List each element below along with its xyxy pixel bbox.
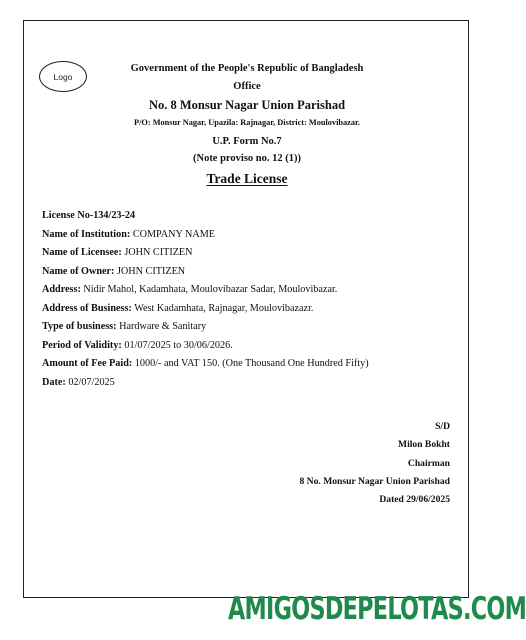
field-value: COMPANY NAME xyxy=(130,228,216,240)
field-label: Address: xyxy=(42,284,81,295)
field-institution xyxy=(42,229,462,248)
field-label: Address of Business: xyxy=(42,302,132,314)
field-label: Date: xyxy=(42,376,66,388)
signatory-office: 8 No. Monsur Nagar Union Parishad xyxy=(299,475,450,487)
license-document xyxy=(23,20,469,598)
watermark: AMIGOSDEPELOTAS.COM xyxy=(228,591,526,627)
field-label: Period of Validity: xyxy=(42,339,122,351)
field-value: Nidir Mahol, Kadamhata, Moulovibazar Sadar, Moulovibazar. xyxy=(80,284,338,295)
union-parishad-heading: No. 8 Monsur Nagar Union Parishad xyxy=(148,98,346,112)
form-number: U.P. Form No.7 xyxy=(212,136,282,147)
proviso-note: (Note proviso no. 12 (1)) xyxy=(192,153,301,164)
field-licensee xyxy=(42,247,462,266)
field-label: Amount of Fee Paid: xyxy=(42,358,133,369)
field-label: Name of Institution: xyxy=(42,228,131,240)
field-value: 1000/- and VAT 150. (One Thousand One Hundred Fifty) xyxy=(132,358,369,369)
field-value: JOHN CITIZEN xyxy=(121,247,193,258)
government-heading: Government of the People's Republic of Bangladesh xyxy=(130,63,364,74)
field-label: Type of business: xyxy=(42,321,117,332)
logo-label: Logo xyxy=(53,71,73,82)
field-validity xyxy=(42,340,462,359)
field-label: Name of Owner: xyxy=(42,265,115,277)
field-value: 01/07/2025 to 30/06/2026. xyxy=(121,339,233,351)
field-owner xyxy=(42,266,462,285)
field-date xyxy=(42,377,462,396)
field-business-address xyxy=(42,303,462,322)
license-number xyxy=(42,210,462,229)
field-label: Name of Licensee: xyxy=(42,247,122,258)
signatory-name: Milon Bokht xyxy=(398,439,450,451)
office-address: P/O: Monsur Nagar, Upazila: Rajnagar, District: Moulovibazar. xyxy=(134,118,360,127)
signature-block xyxy=(299,421,450,512)
field-address xyxy=(42,284,462,303)
document-title: Trade License xyxy=(206,171,288,186)
field-fee xyxy=(42,358,462,377)
field-value: 02/07/2025 xyxy=(65,376,115,388)
field-value: JOHN CITIZEN xyxy=(114,265,186,277)
field-value: Hardware & Sanitary xyxy=(116,321,207,332)
field-value: West Kadamhata, Rajnagar, Moulovibazazr. xyxy=(131,302,314,314)
office-heading: Office xyxy=(233,81,261,92)
signatory-role: Chairman xyxy=(407,457,450,469)
license-fields xyxy=(42,210,462,395)
signature-date: Dated 29/06/2025 xyxy=(379,494,450,506)
field-business-type xyxy=(42,321,462,340)
signature-sd: S/D xyxy=(435,421,450,432)
license-number-text: License No-134/23-24 xyxy=(42,210,136,221)
